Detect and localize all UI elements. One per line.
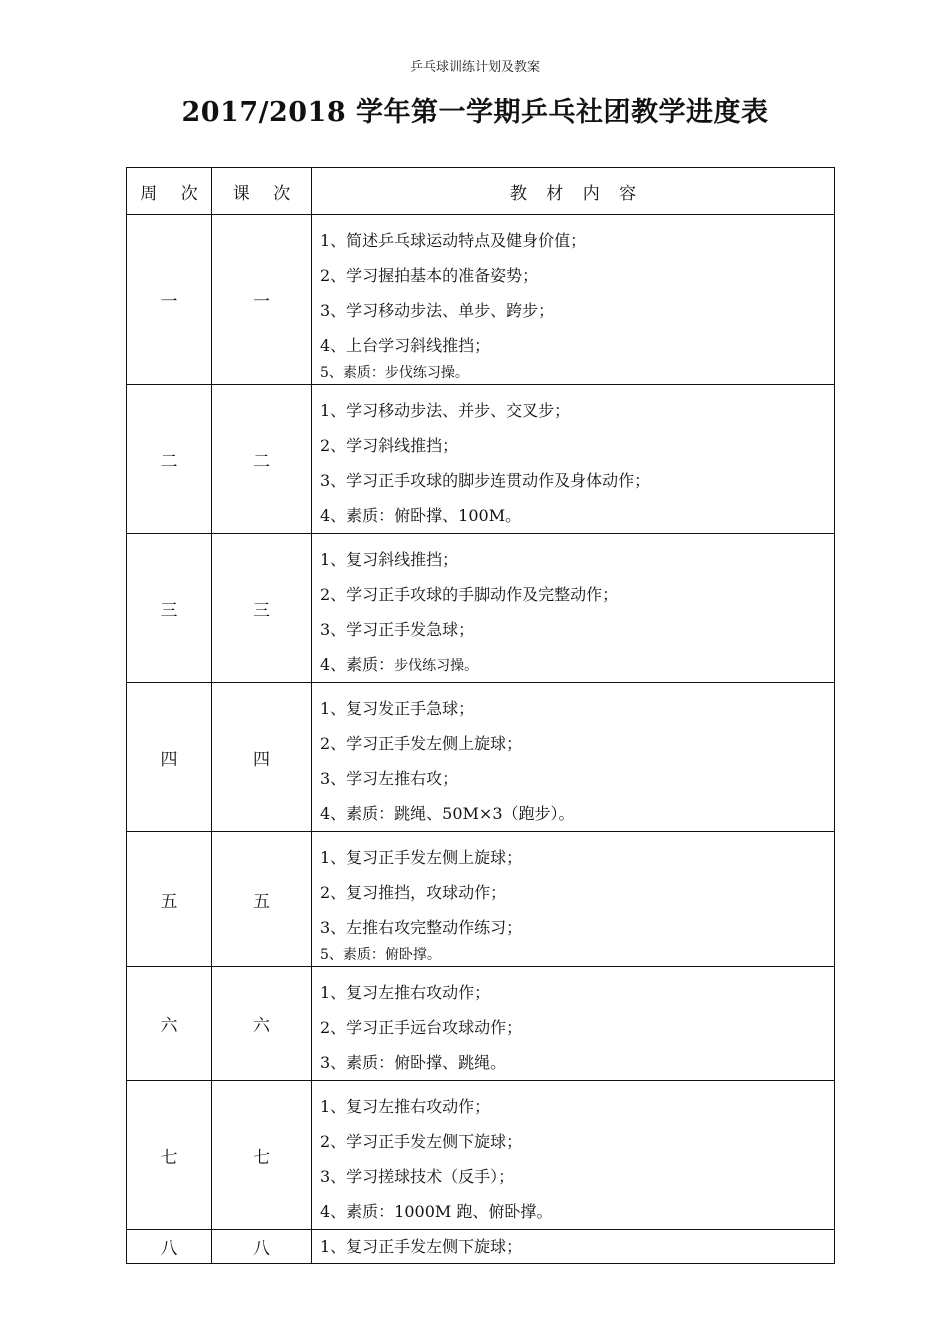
running-header: 乒乓球训练计划及教案 bbox=[409, 60, 540, 75]
content-item: 3、学习左推右攻； bbox=[320, 769, 459, 788]
content-item-text: 4、素质： bbox=[320, 655, 395, 674]
lesson-cell: 五 bbox=[212, 832, 312, 967]
lesson-cell: 七 bbox=[212, 1081, 312, 1230]
content-item-suffix: 步伐练习操。 bbox=[394, 658, 479, 674]
content-item: 1、复习左推右攻动作； bbox=[320, 1097, 491, 1116]
week-cell: 一 bbox=[127, 215, 212, 385]
content-item: 1、学习移动步法、并步、交叉步； bbox=[320, 401, 571, 420]
content-item: 2、学习正手攻球的手脚动作及完整动作； bbox=[320, 585, 619, 604]
table-row bbox=[127, 683, 835, 832]
content-item: 3、学习移动步法、单步、跨步； bbox=[320, 301, 555, 320]
content-item: 3、学习正手攻球的脚步连贯动作及身体动作； bbox=[320, 471, 651, 490]
week-cell: 五 bbox=[127, 832, 212, 967]
document-title: 2017/2018 学年第一学期乒乓社团教学进度表 bbox=[181, 97, 769, 128]
content-cell bbox=[312, 215, 835, 385]
content-item: 2、学习正手发左侧下旋球； bbox=[320, 1132, 523, 1151]
content-item: 1、复习发正手急球； bbox=[320, 699, 475, 718]
content-item bbox=[320, 647, 834, 682]
header-content: 教 材 内 容 bbox=[312, 168, 835, 215]
schedule-table bbox=[126, 167, 835, 1264]
week-cell: 四 bbox=[127, 683, 212, 832]
table-row bbox=[127, 1081, 835, 1230]
table-row bbox=[127, 534, 835, 683]
content-item: 4、上台学习斜线推挡； bbox=[320, 336, 491, 355]
week-cell: 三 bbox=[127, 534, 212, 683]
table-row bbox=[127, 967, 835, 1081]
content-cell bbox=[312, 1081, 835, 1230]
content-cell bbox=[312, 1230, 835, 1264]
week-cell: 八 bbox=[127, 1230, 212, 1264]
table-row bbox=[127, 385, 835, 534]
content-item: 2、学习正手发左侧上旋球； bbox=[320, 734, 523, 753]
lesson-cell: 三 bbox=[212, 534, 312, 683]
content-item: 1、简述乒乓球运动特点及健身价值； bbox=[320, 231, 587, 250]
content-item: 3、素质：俯卧撑、跳绳。 bbox=[320, 1053, 507, 1072]
content-item: 3、学习搓球技术（反手）； bbox=[320, 1167, 515, 1186]
content-cell bbox=[312, 832, 835, 967]
content-item: 5、素质：俯卧撑。 bbox=[320, 947, 441, 963]
week-cell: 七 bbox=[127, 1081, 212, 1230]
content-cell bbox=[312, 385, 835, 534]
content-item: 2、学习斜线推挡； bbox=[320, 436, 459, 455]
table-row bbox=[127, 1230, 835, 1264]
lesson-cell: 二 bbox=[212, 385, 312, 534]
content-item: 4、素质：跳绳、50M×3（跑步）。 bbox=[320, 804, 575, 823]
lesson-cell: 六 bbox=[212, 967, 312, 1081]
content-item: 1、复习左推右攻动作； bbox=[320, 983, 491, 1002]
lesson-cell: 八 bbox=[212, 1230, 312, 1264]
content-item: 4、素质：俯卧撑、100M。 bbox=[320, 506, 522, 525]
content-item: 2、复习推挡，攻球动作； bbox=[320, 883, 507, 902]
table-header-row bbox=[127, 168, 835, 215]
content-item: 1、复习正手发左侧下旋球； bbox=[320, 1237, 523, 1256]
table-row bbox=[127, 215, 835, 385]
lesson-cell: 一 bbox=[212, 215, 312, 385]
content-cell bbox=[312, 683, 835, 832]
week-cell: 六 bbox=[127, 967, 212, 1081]
week-cell: 二 bbox=[127, 385, 212, 534]
content-item: 5、素质：步伐练习操。 bbox=[320, 365, 469, 381]
content-item: 4、素质：1000M 跑、俯卧撑。 bbox=[320, 1202, 553, 1221]
content-item: 1、复习斜线推挡； bbox=[320, 550, 459, 569]
content-item: 1、复习正手发左侧上旋球； bbox=[320, 848, 523, 867]
lesson-cell: 四 bbox=[212, 683, 312, 832]
content-item: 3、左推右攻完整动作练习； bbox=[320, 918, 523, 937]
header-week: 周 次 bbox=[127, 168, 212, 215]
table-row bbox=[127, 832, 835, 967]
content-cell bbox=[312, 534, 835, 683]
content-cell bbox=[312, 967, 835, 1081]
content-item: 2、学习握拍基本的准备姿势； bbox=[320, 266, 539, 285]
content-item: 2、学习正手远台攻球动作； bbox=[320, 1018, 523, 1037]
header-lesson: 课 次 bbox=[212, 168, 312, 215]
content-item: 3、学习正手发急球； bbox=[320, 620, 475, 639]
